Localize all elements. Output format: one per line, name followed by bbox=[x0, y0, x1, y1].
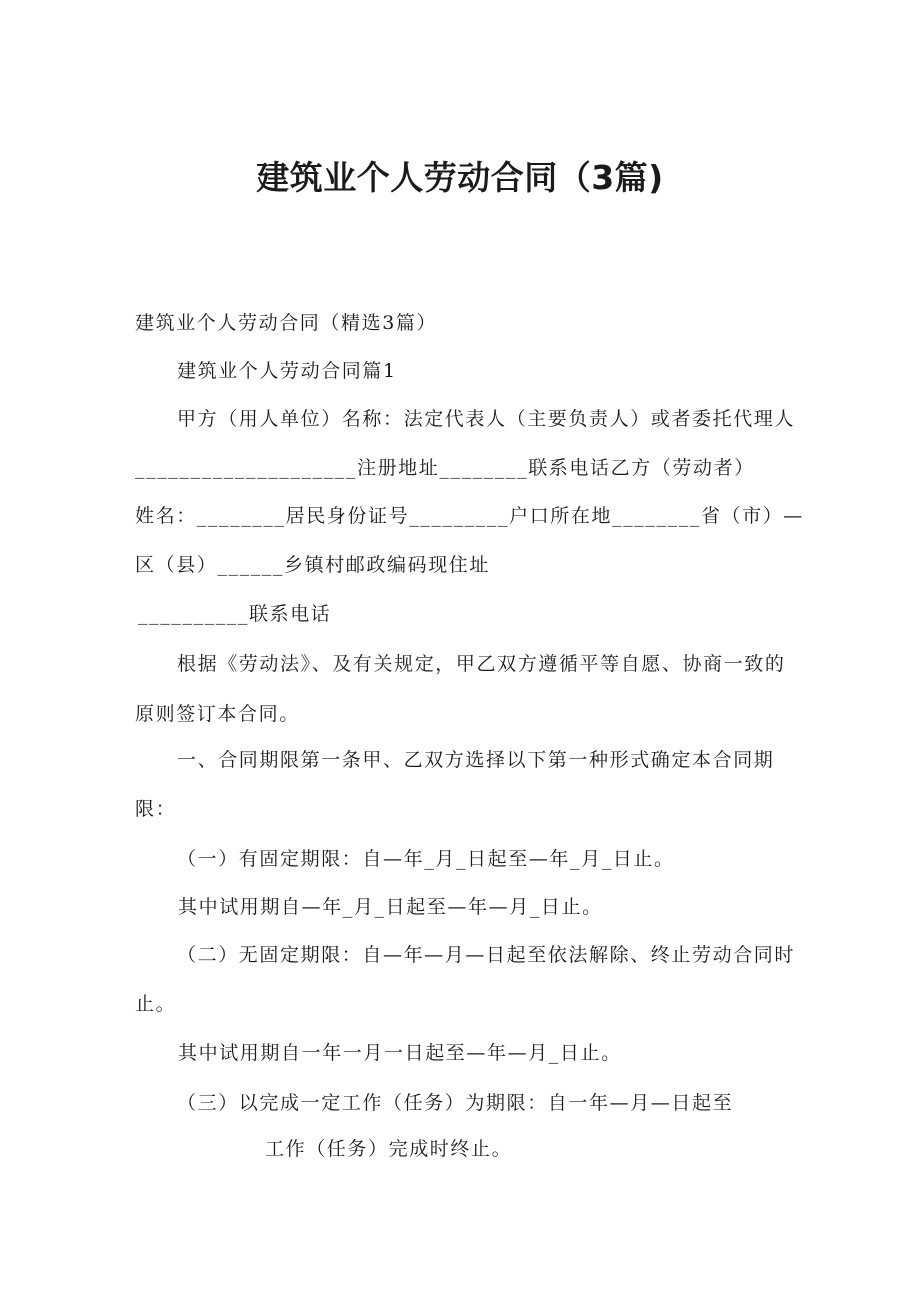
paragraph-line: ____________________注册地址________联系电话乙方（劳动者） bbox=[135, 457, 755, 479]
paragraph-line: 甲方（用人单位）名称：法定代表人（主要负责人）或者委托代理人 bbox=[177, 408, 796, 430]
document-title: 建筑业个人劳动合同（3篇) bbox=[256, 158, 664, 197]
paragraph-line: 姓名：________居民身份证号_________户口所在地________省（市）— bbox=[135, 505, 804, 527]
paragraph-line: 其中试用期自一年一月一日起至—年—月_日止。 bbox=[178, 1042, 622, 1064]
section-heading: 建筑业个人劳动合同篇1 bbox=[177, 360, 397, 382]
paragraph-line: 限： bbox=[135, 798, 177, 820]
paragraph-line: 工作（任务）完成时终止。 bbox=[265, 1138, 513, 1160]
paragraph-line: __________联系电话 bbox=[138, 603, 332, 625]
paragraph-line: （二）无固定期限：自—年—月—日起至依法解除、终止劳动合同时 bbox=[177, 944, 796, 966]
paragraph-line: 根据《劳动法》、及有关规定，甲乙双方遵循平等自愿、协商一致的 bbox=[177, 653, 786, 675]
subtitle: 建筑业个人劳动合同（精选3篇） bbox=[135, 312, 438, 334]
paragraph-line: 原则签订本合同。 bbox=[135, 703, 300, 725]
paragraph-line: 一、合同期限第一条甲、乙双方选择以下第一种形式确定本合同期 bbox=[177, 749, 775, 771]
paragraph-line: 止。 bbox=[135, 993, 177, 1015]
paragraph-line: 其中试用期自—年_月_日起至—年—月_日止。 bbox=[178, 896, 603, 918]
paragraph-line: （一）有固定期限：自—年_月_日起至—年_月_日止。 bbox=[177, 848, 675, 870]
paragraph-line: 区（县）______乡镇村邮政编码现住址 bbox=[135, 554, 491, 576]
paragraph-line: （三）以完成一定工作（任务）为期限：自一年—月—日起至 bbox=[177, 1092, 734, 1114]
